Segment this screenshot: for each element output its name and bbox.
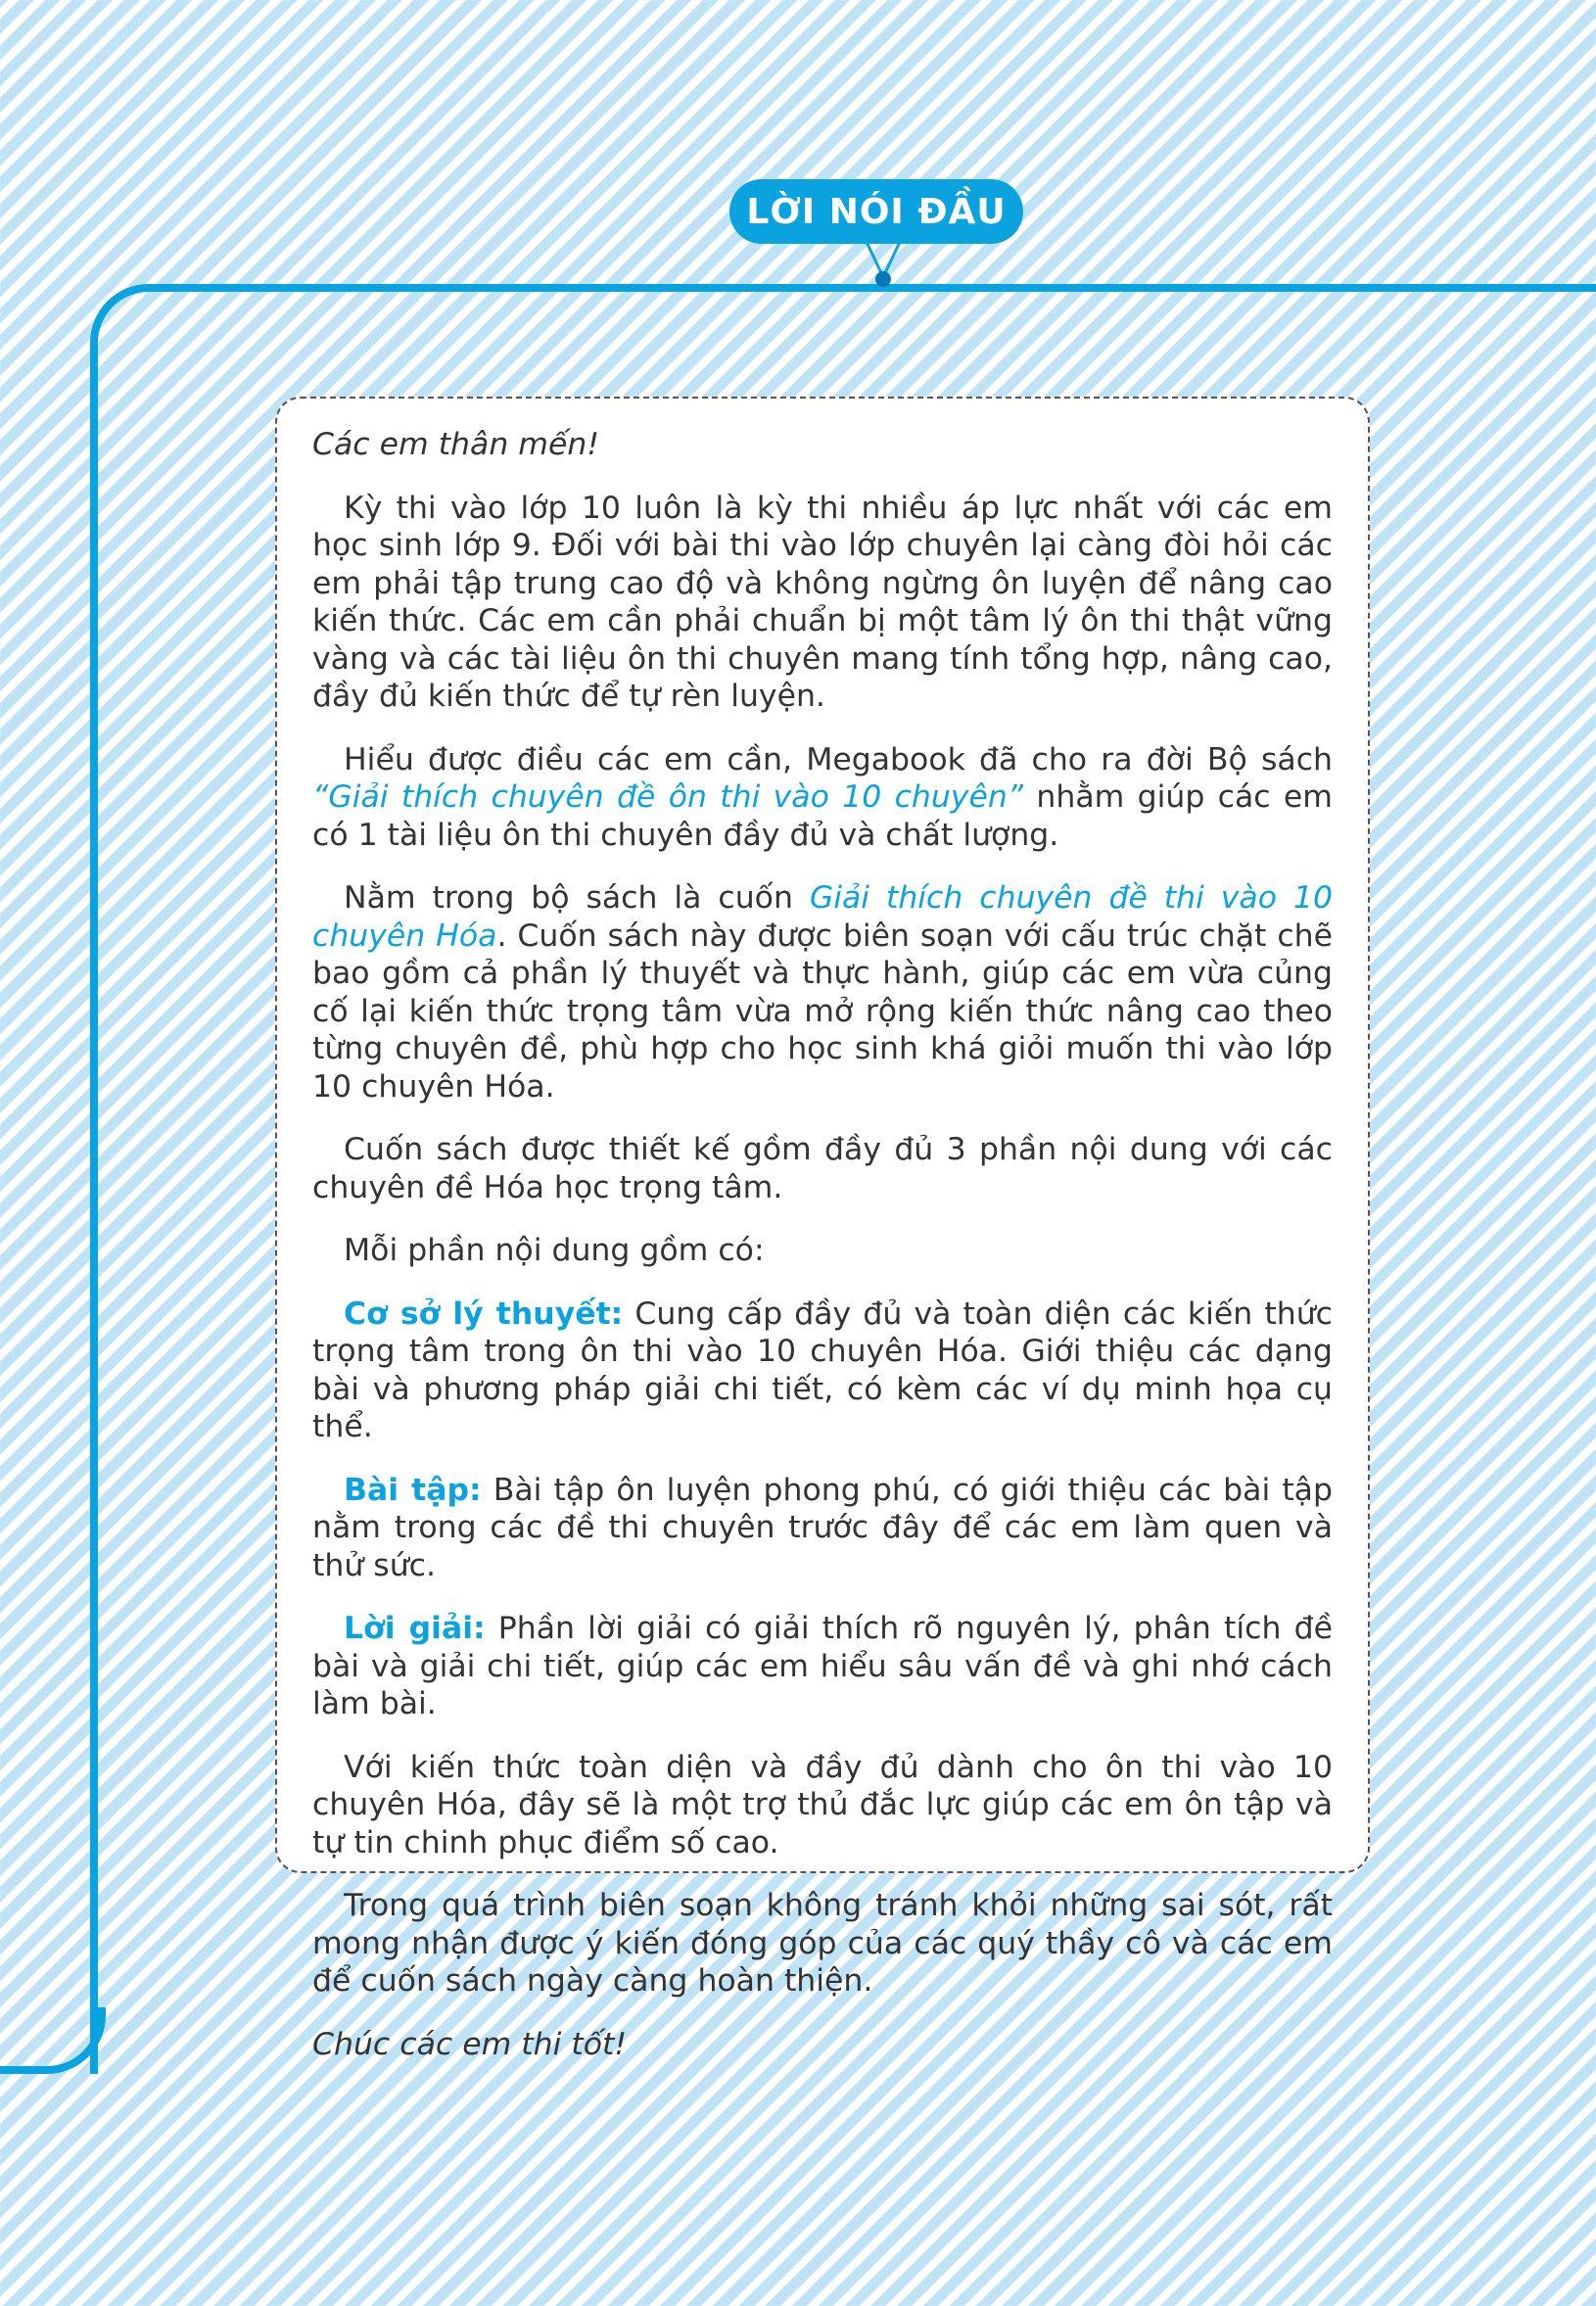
paragraph-2-text: Hiểu được điều các em cần, Megabook đã cho ra đời Bộ sách [344,741,1333,777]
paragraph-6: Với kiến thức toàn diện và đầy đủ dành cho ôn thi vào 10 chuyên Hóa, đây sẽ là một trợ thủ đắc lực giúp các em ôn tập và tự tin chinh phục điểm số cao. [312,1749,1333,1860]
paragraph-4: Cuốn sách được thiết kế gồm đầy đủ 3 phần nội dung với các chuyên đề Hóa học trọng tâm. [312,1132,1333,1205]
paragraph-5: Mỗi phần nội dung gồm có: [344,1233,765,1268]
greeting: Các em thân mến! [312,427,599,462]
section-solutions [312,1610,1333,1723]
closing: Chúc các em thi tốt! [312,2026,627,2062]
section-solutions-text: Phần lời giải có giải thích rõ nguyên lý, phân tích đề bài và giải chi tiết, giúp các em hiểu sâu vấn đề và ghi nhớ cách làm bài. [312,1611,1333,1721]
section-exercises [312,1472,1333,1585]
section-theory-label: Cơ sở lý thuyết: [344,1295,624,1332]
section-solutions-label: Lời giải: [344,1611,486,1646]
section-exercises-label: Bài tập: [344,1472,482,1508]
section-theory-text: Cung cấp đầy đủ và toàn diện các kiến thức trọng tâm trong ôn thi vào 10 chuyên Hóa. Giới thiệu các dạng bài và phương pháp giải chi tiết, có kèm các ví dụ minh họa cụ thể. [312,1295,1334,1444]
book-title: Giải thích chuyên đề thi vào 10 chuyên Hóa [312,880,1333,954]
section-exercises-text: Bài tập ôn luyện phong phú, có giới thiệu các bài tập nằm trong các đề thi chuyên trước đây để các em làm quen và thử sức. [312,1472,1333,1583]
page-title: LỜI NÓI ĐẦU [729,179,1023,244]
paragraph-3-text: Nằm trong bộ sách là cuốn [344,880,810,916]
title-badge-wrap [729,179,1023,244]
paragraph-3-text-end: . Cuốn sách này được biên soạn với cấu trúc chặt chẽ bao gồm cả phần lý thuyết và thực hành, giúp các em vừa củng cố lại kiến thức trọng tâm vừa mở rộng kiến thức nâng cao theo từng chuyên đề, phù hợp cho học sinh khá giỏi muốn thi vào lớp 10 chuyên Hóa. [312,918,1333,1105]
section-theory [312,1295,1333,1446]
title-pointer-icon [862,240,905,289]
paragraph-7: Trong quá trình biên soạn không tránh khỏi những sai sót, rất mong nhận được ý kiến đóng góp của các quý thầy cô và các em để cuốn sách ngày càng hoàn thiện. [312,1888,1333,1999]
book-series-title: “Giải thích chuyên đề ôn thi vào 10 chuyên” [312,779,1024,815]
paragraph-2 [312,741,1333,855]
paragraph-2-text-end: nhằm giúp các em có 1 tài liệu ôn thi chuyên đầy đủ và chất lượng. [312,779,1333,853]
preface-content-box [275,397,1370,2062]
paragraph-3 [312,879,1333,1106]
paragraph-1: Kỳ thi vào lớp 10 luôn là kỳ thi nhiều áp lực nhất với các em học sinh lớp 9. Đối với bài thi vào lớp chuyên lại càng đòi hỏi các em phải tập trung cao độ và không ngừng ôn luyện để nâng cao kiến thức. Các em cần phải chuẩn bị một tâm lý ôn thi thật vững vàng và các tài liệu ôn thi chuyên mang tính tổng hợp, nâng cao, đầy đủ kiến thức để tự rèn luyện. [312,490,1333,714]
